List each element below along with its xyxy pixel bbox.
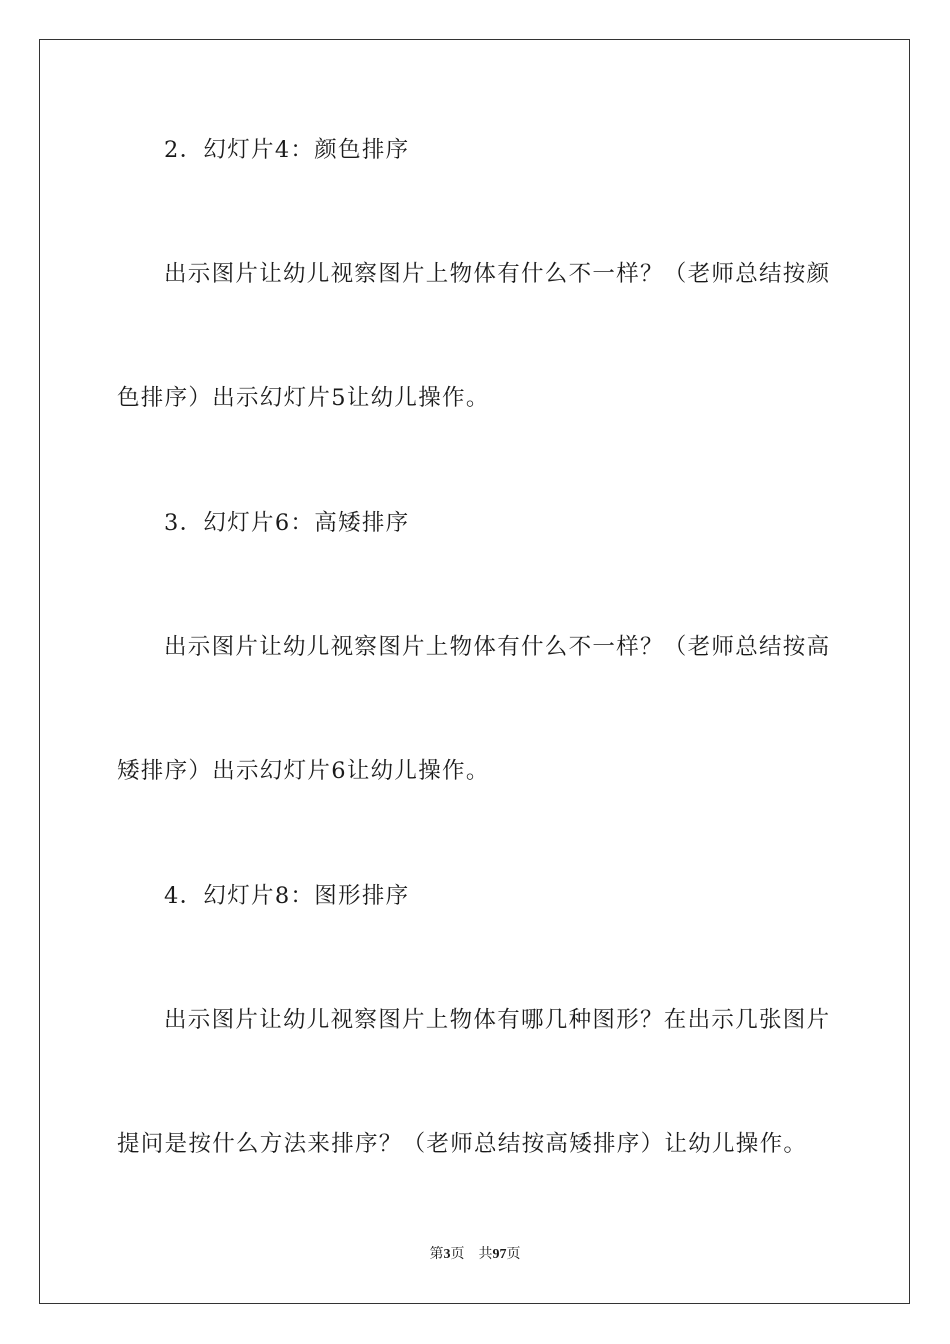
paragraph-line: 提问是按什么方法来排序？（老师总结按高矮排序）让幼儿操作。 [117,1131,808,1157]
total-prefix: 共 [478,1247,493,1262]
paragraph-line: 出示图片让幼儿视察图片上物体有什么不一样？（老师总结按颜 [164,261,831,287]
paragraph-line: 色排序）出示幻灯片5让幼儿操作。 [117,385,490,411]
paragraph-line: 出示图片让幼儿视察图片上物体有什么不一样？（老师总结按高 [164,634,831,660]
page-suffix: 页 [450,1247,465,1262]
paragraph-line: 出示图片让幼儿视察图片上物体有哪几种图形？在出示几张图片 [164,1007,831,1033]
page-border [39,39,910,1304]
page-prefix: 第 [429,1247,444,1262]
section-heading-shape-sort: 4．幻灯片8：图形排序 [164,883,410,909]
total-suffix: 页 [506,1247,521,1262]
section-heading-height-sort: 3．幻灯片6：高矮排序 [164,510,410,536]
total-pages: 97 [492,1247,507,1262]
paragraph-line: 矮排序）出示幻灯片6让幼儿操作。 [117,758,490,784]
page-number: 3 [443,1247,451,1262]
page-footer [0,1246,950,1264]
section-heading-color-sort: 2．幻灯片4：颜色排序 [164,137,410,163]
